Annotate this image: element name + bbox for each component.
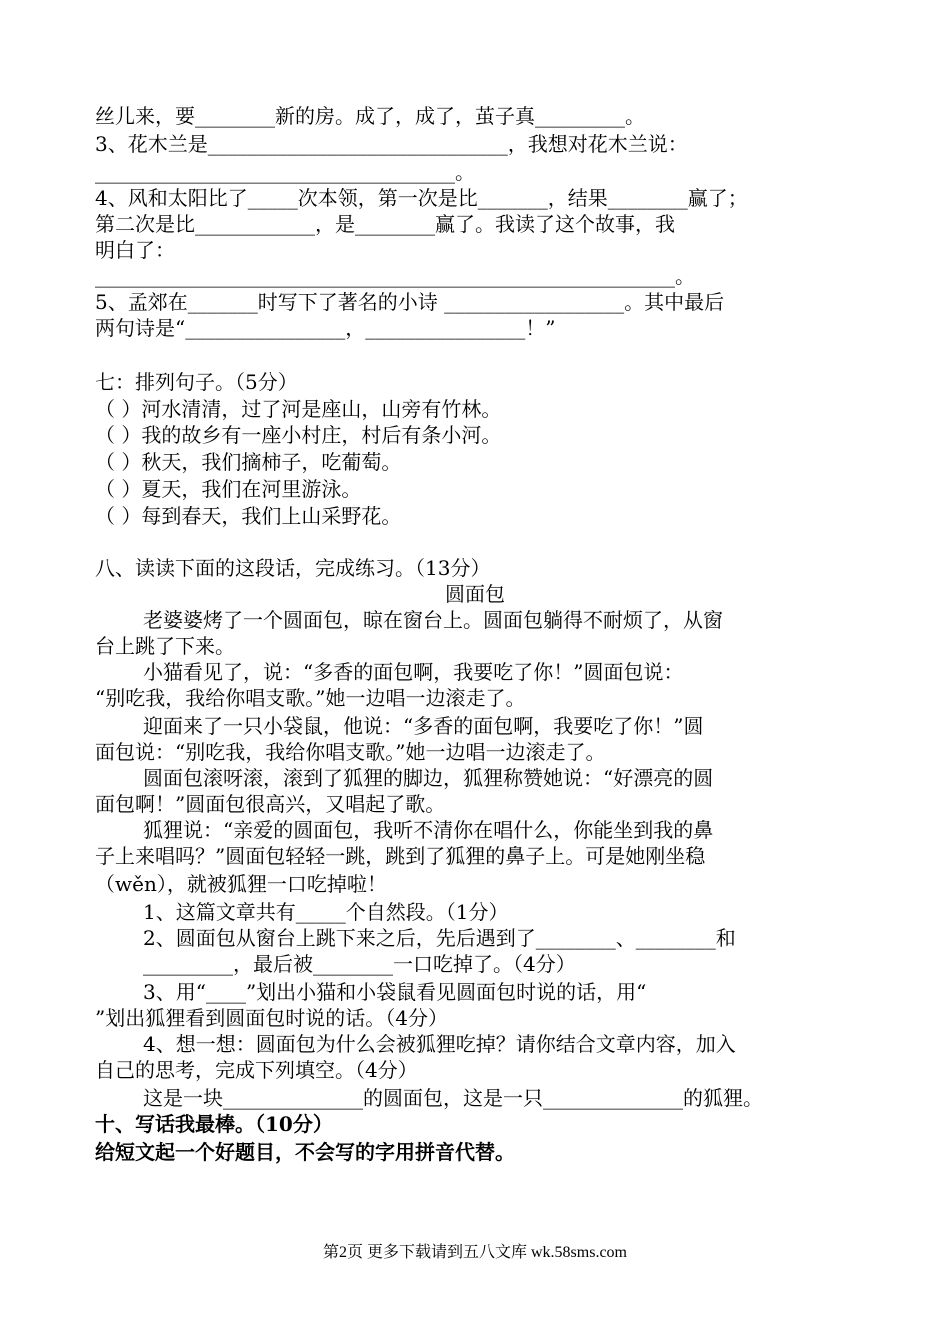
text-line: 第二次是比____________，是________赢了。我读了这个故事，我 — [95, 212, 675, 236]
ordering-item: （ ）夏天，我们在河里游泳。 — [95, 477, 362, 501]
section-10-instruction: 给短文起一个好题目，不会写的字用拼音代替。 — [95, 1140, 515, 1164]
story-line: 台上跳了下来。 — [95, 634, 235, 658]
question-3: 3、用“____”划出小猫和小袋鼠看见圆面包时说的话，用“ — [143, 980, 647, 1004]
ordering-item: （ ）河水清清，过了河是座山，山旁有竹林。 — [95, 397, 502, 421]
section-10-title: 十、写话我最棒。（10分） — [95, 1112, 333, 1136]
question-4-fill: 这是一块______________的圆面包，这是一只______________的狐狸。 — [143, 1086, 763, 1110]
story-line: 小猫看见了，说：“多香的面包啊，我要吃了你！”圆面包说： — [143, 660, 684, 684]
text-line: 5、孟郊在_______时写下了著名的小诗 __________________。其中最后 — [95, 290, 725, 314]
story-title: 圆面包 — [445, 582, 505, 606]
section-8-title: 八、读读下面的这段话，完成练习。（13分） — [95, 556, 491, 580]
text-line: 明白了： — [95, 238, 175, 262]
question-4: 4、想一想：圆面包为什么会被狐狸吃掉？请你结合文章内容，加入 — [143, 1032, 736, 1056]
story-line: 面包说：“别吃我，我给你唱支歌。”她一边唱一边滚走了。 — [95, 740, 606, 764]
story-line: 狐狸说：“亲爱的圆面包，我听不清你在唱什么，你能坐到我的鼻 — [143, 818, 714, 842]
question-2-cont: _________，最后被________一口吃掉了。（4分） — [143, 952, 576, 976]
question-2: 2、圆面包从窗台上跳下来之后，先后遇到了________、________和 — [143, 926, 736, 950]
ordering-item: （ ）每到春天，我们上山采野花。 — [95, 504, 402, 528]
ordering-item: （ ）秋天，我们摘柿子，吃葡萄。 — [95, 450, 402, 474]
text-line: 3、花木兰是______________________________，我想对花木兰说： — [95, 132, 688, 156]
page-footer: 第2页 更多下载请到五八文库 wk.58sms.com — [322, 1244, 627, 1261]
ordering-item: （ ）我的故乡有一座小村庄，村后有条小河。 — [95, 423, 502, 447]
story-line: 面包啊！”圆面包很高兴，又唱起了歌。 — [95, 792, 446, 816]
story-line: “别吃我，我给你唱支歌。”她一边唱一边滚走了。 — [95, 686, 526, 710]
question-1: 1、这篇文章共有_____个自然段。（1分） — [143, 900, 509, 924]
question-4-cont: 自己的思考，完成下列填空。（4分） — [95, 1058, 418, 1082]
story-line: 迎面来了一只小袋鼠，他说：“多香的面包啊，我要吃了你！”圆 — [143, 714, 704, 738]
story-line: 圆面包滚呀滚，滚到了狐狸的脚边，狐狸称赞她说：“好漂亮的圆 — [143, 766, 714, 790]
text-line: __________________________________________________________。 — [95, 264, 695, 288]
text-line: ____________________________________。 — [95, 160, 475, 184]
story-line: 子上来唱吗？”圆面包轻轻一跳，跳到了狐狸的鼻子上。可是她刚坐稳 — [95, 844, 706, 868]
section-7-title: 七：排列句子。（5分） — [95, 370, 298, 394]
question-3-cont: ”划出狐狸看到圆面包时说的话。（4分） — [95, 1006, 448, 1030]
text-line: 4、风和太阳比了_____次本领，第一次是比_______，结果________赢了； — [95, 186, 748, 210]
text-line: 两句诗是“________________，________________！” — [95, 316, 556, 340]
text-line: 丝儿来，要________新的房。成了，成了，茧子真_________。 — [95, 104, 645, 128]
story-line: 老婆婆烤了一个圆面包，晾在窗台上。圆面包躺得不耐烦了，从窗 — [143, 608, 723, 632]
story-line: （wěn），就被狐狸一口吃掉啦！ — [95, 872, 387, 896]
